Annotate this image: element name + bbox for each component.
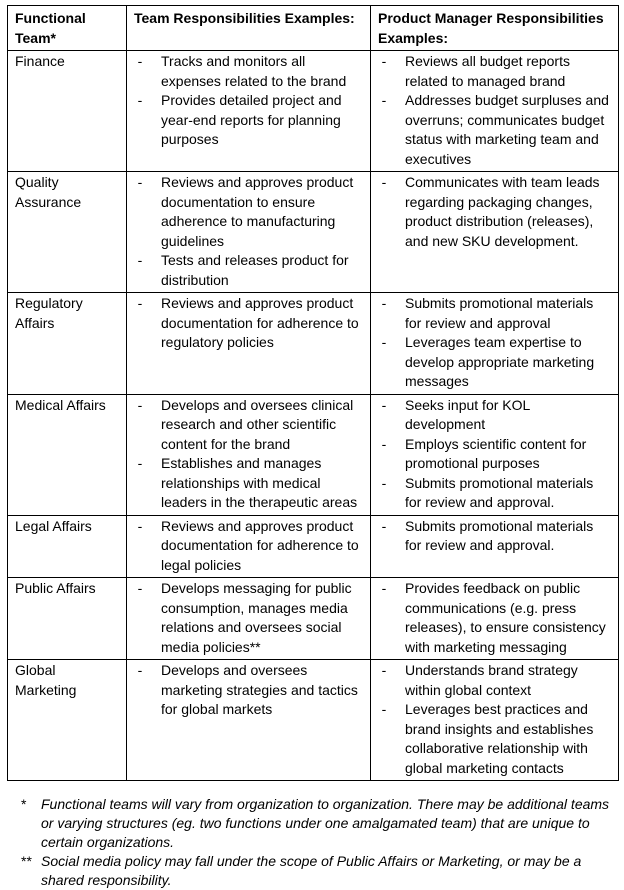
team-responsibilities-cell xyxy=(127,293,371,395)
pm-responsibilities-cell xyxy=(371,660,619,781)
team-responsibilities-cell xyxy=(127,172,371,293)
responsibility-list xyxy=(378,52,612,169)
bullet-dash: - xyxy=(137,455,143,471)
responsibility-text: Submits promotional materials for review and approval. xyxy=(405,474,594,510)
team-responsibilities-cell xyxy=(127,515,371,578)
team-name-cell: Finance xyxy=(8,51,127,172)
table-row xyxy=(8,394,619,515)
table-row xyxy=(8,51,619,172)
table-header-row xyxy=(8,6,619,51)
responsibility-list xyxy=(378,396,612,513)
table-row xyxy=(8,172,619,293)
responsibility-text: Reviews and approves product documentation to ensure adherence to manufacturing guidelines xyxy=(161,174,354,249)
bullet-dash: - xyxy=(381,92,387,108)
list-item xyxy=(378,91,612,169)
bullet-dash: - xyxy=(137,295,143,311)
list-item xyxy=(378,700,612,778)
list-item xyxy=(134,661,364,720)
responsibility-list xyxy=(378,294,612,392)
bullet-dash: - xyxy=(381,295,387,311)
responsibility-text: Reviews and approves product documentation for adherence to regulatory policies xyxy=(161,295,359,350)
table-row xyxy=(8,515,619,578)
list-item xyxy=(134,52,364,91)
responsibility-text: Leverages team expertise to develop appropriate marketing messages xyxy=(405,334,595,389)
responsibility-list xyxy=(134,661,364,720)
footnote-text: Social media policy may fall under the scope of Public Affairs or Marketing, or may be a shared responsibility. xyxy=(41,853,582,888)
bullet-dash: - xyxy=(381,580,387,596)
bullet-dash: - xyxy=(381,474,387,491)
bullet-dash: - xyxy=(137,252,143,268)
bullet-dash: - xyxy=(137,174,143,190)
responsibility-text: Seeks input for KOL development xyxy=(405,396,530,432)
list-item xyxy=(378,517,612,556)
list-item xyxy=(378,579,612,657)
responsibility-list xyxy=(134,396,364,513)
responsibility-list xyxy=(134,52,364,150)
responsibility-text: Develops messaging for public consumption, manages media relations and oversees social media policies** xyxy=(161,580,352,655)
list-item xyxy=(134,579,364,657)
bullet-dash: - xyxy=(137,517,143,534)
list-item xyxy=(378,52,612,91)
list-item xyxy=(134,454,364,513)
team-name-cell: Regulatory Affairs xyxy=(8,293,127,395)
team-responsibilities-cell xyxy=(127,394,371,515)
responsibility-list xyxy=(378,661,612,778)
table-body xyxy=(8,51,619,781)
team-name-cell: Quality Assurance xyxy=(8,172,127,293)
footnote xyxy=(21,795,614,852)
team-responsibilities-cell xyxy=(127,660,371,781)
team-name-cell: Legal Affairs xyxy=(8,515,127,578)
responsibility-text: Reviews all budget reports related to managed brand xyxy=(405,53,570,89)
responsibility-text: Addresses budget surpluses and overruns; communicates budget status with marketing team and executives xyxy=(405,92,609,167)
bullet-dash: - xyxy=(137,580,143,596)
bullet-dash: - xyxy=(137,53,143,69)
pm-responsibilities-cell xyxy=(371,515,619,578)
bullet-dash: - xyxy=(381,701,387,717)
list-item xyxy=(134,396,364,455)
responsibility-text: Submits promotional materials for review and approval xyxy=(405,295,594,331)
responsibility-text: Develops and oversees clinical research and other scientific content for the brand xyxy=(161,396,354,452)
responsibility-text: Develops and oversees marketing strategies and tactics for global markets xyxy=(161,662,358,717)
responsibility-list xyxy=(134,294,364,353)
bullet-dash: - xyxy=(381,396,387,413)
responsibility-text: Employs scientific content for promotional purposes xyxy=(405,435,587,471)
pm-responsibilities-cell xyxy=(371,394,619,515)
bullet-dash: - xyxy=(381,517,387,534)
responsibility-list xyxy=(378,517,612,556)
pm-responsibilities-cell xyxy=(371,293,619,395)
footnote-text: Functional teams will vary from organization to organization. There may be additional teams or varying structures (eg. two functions under one amalgamated team) that are unique to certain organizations. xyxy=(41,796,610,850)
pm-responsibilities-cell xyxy=(371,51,619,172)
bullet-dash: - xyxy=(381,662,387,678)
list-item xyxy=(134,91,364,150)
list-item xyxy=(378,661,612,700)
list-item xyxy=(378,435,612,474)
pm-responsibilities-cell xyxy=(371,578,619,660)
list-item xyxy=(378,173,612,251)
pm-responsibilities-cell xyxy=(371,172,619,293)
list-item xyxy=(378,474,612,513)
responsibility-text: Reviews and approves product documentation for adherence to legal policies xyxy=(161,517,359,573)
responsibility-text: Submits promotional materials for review and approval. xyxy=(405,517,594,553)
bullet-dash: - xyxy=(137,396,143,413)
bullet-dash: - xyxy=(137,92,143,108)
responsibility-text: Understands brand strategy within global context xyxy=(405,662,578,698)
bullet-dash: - xyxy=(137,662,143,678)
header-functional-team: Functional Team* xyxy=(8,6,127,51)
responsibility-text: Tracks and monitors all expenses related to the brand xyxy=(161,53,347,89)
list-item xyxy=(134,294,364,353)
footnote-mark: ** xyxy=(21,853,32,869)
responsibility-list xyxy=(378,579,612,657)
team-responsibilities-cell xyxy=(127,51,371,172)
table-row xyxy=(8,293,619,395)
footnotes xyxy=(21,795,614,890)
responsibility-list xyxy=(134,579,364,657)
team-name-cell: Medical Affairs xyxy=(8,394,127,515)
list-item xyxy=(134,517,364,576)
list-item xyxy=(378,333,612,392)
responsibility-text: Provides detailed project and year-end reports for planning purposes xyxy=(161,92,342,147)
list-item xyxy=(134,251,364,290)
responsibility-list xyxy=(134,173,364,290)
responsibilities-table xyxy=(7,5,619,781)
list-item xyxy=(378,396,612,435)
team-name-cell: Global Marketing xyxy=(8,660,127,781)
responsibility-text: Communicates with team leads regarding packaging changes, product distribution (releases), and new SKU development. xyxy=(405,174,600,249)
header-team-responsibilities: Team Responsibilities Examples: xyxy=(127,6,371,51)
footnote xyxy=(21,852,614,890)
responsibility-list xyxy=(378,173,612,251)
bullet-dash: - xyxy=(381,53,387,69)
bullet-dash: - xyxy=(381,435,387,452)
footnote-mark: * xyxy=(21,796,27,812)
list-item xyxy=(134,173,364,251)
bullet-dash: - xyxy=(381,334,387,350)
team-name-cell: Public Affairs xyxy=(8,578,127,660)
responsibility-text: Establishes and manages relationships with medical leaders in the therapeutic areas xyxy=(161,455,358,510)
header-pm-responsibilities: Product Manager Responsibilities Examples: xyxy=(371,6,619,51)
responsibility-list xyxy=(134,517,364,576)
responsibility-text: Leverages best practices and brand insights and establishes collaborative relationship with global marketing contacts xyxy=(405,701,594,776)
responsibility-text: Provides feedback on public communications (e.g. press releases), to ensure consistency with marketing messaging xyxy=(405,580,606,655)
table-row xyxy=(8,660,619,781)
team-responsibilities-cell xyxy=(127,578,371,660)
responsibility-text: Tests and releases product for distribution xyxy=(161,252,349,288)
table-row xyxy=(8,578,619,660)
list-item xyxy=(378,294,612,333)
bullet-dash: - xyxy=(381,174,387,190)
